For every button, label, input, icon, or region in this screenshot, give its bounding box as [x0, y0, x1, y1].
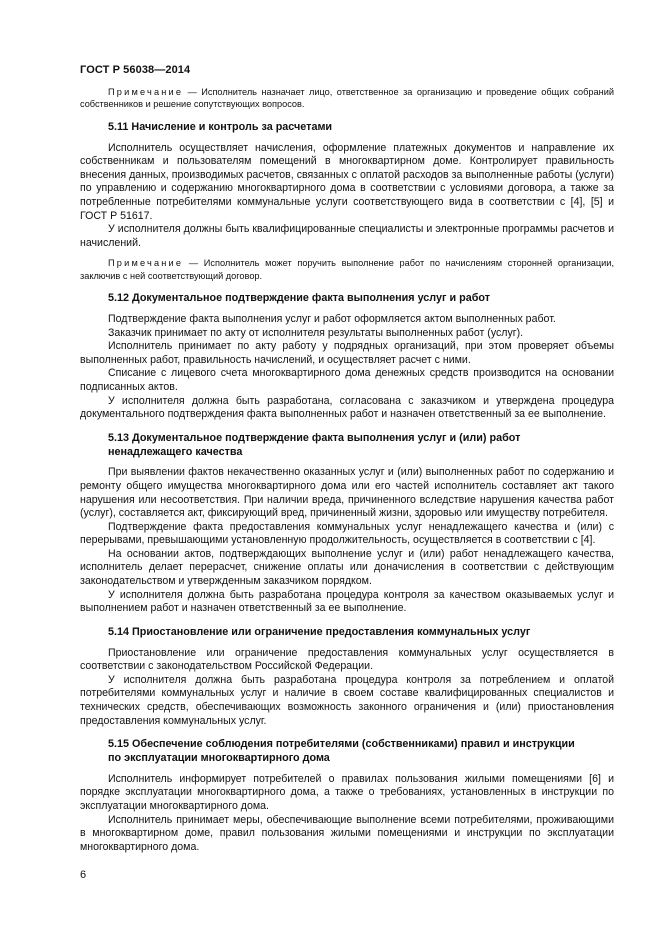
page-number: 6 — [80, 869, 87, 881]
note-label: Примечание — [108, 87, 184, 97]
section-title: Документальное подтверждение факта выполнения услуг и работ — [132, 292, 491, 305]
paragraph: Исполнитель принимает по акту работу у подрядных организаций, при этом проверяет объемы выполненных работ, правильность начислений, и осуществляет расчет с ними. — [80, 340, 614, 366]
section-title: Приостановление или ограничение предоставления коммунальных услуг — [132, 625, 531, 638]
note-text: — Исполнитель назначает лицо, ответственное за организацию и проведение общих собраний собственников и решение сопутствующих вопросов. — [80, 87, 614, 110]
paragraph: Исполнитель принимает меры, обеспечивающие выполнение всеми потребителями, проживающими в многоквартирном доме, правил пользования жилыми помещениями и инструкции по эксплуатации многоквартирного дома. — [80, 813, 614, 853]
standard-header: ГОСТ Р 56038—2014 — [80, 64, 191, 76]
note-text: — Исполнитель может поручить выполнение работ по начислениям сторонней организации, заключив с ней соответствующий договор. — [80, 258, 614, 281]
paragraph: У исполнителя должна быть разработана процедура контроля за потреблением и оплатой потребителями коммунальных услуг и наличие в своем составе квалифицированных специалистов и технических средств, обеспечивающих возможность законного ограничения и (или) приостановления предоставления коммунальных услуг. — [80, 673, 614, 727]
section-number: 5.13 — [108, 431, 130, 444]
paragraph: Исполнитель информирует потребителей о правилах пользования жилыми помещениями [6] и порядке эксплуатации многоквартирного дома, а также о требованиях, установленных в инструкции по эксплуатации многоквартирного дома. — [80, 772, 614, 812]
section-heading-5-14 — [80, 626, 614, 640]
section-heading-5-13 — [80, 432, 614, 460]
section-heading-5-12 — [80, 292, 614, 306]
paragraph: При выявлении фактов некачественно оказанных услуг и (или) выполненных работ по содержанию и ремонту общего имущества многоквартирного дома или его частей исполнитель составляет акт такого нарушения или несоответствия. При наличии вреда, причиненного вследствие нарушения качества работ (услуг), составляется акт, фиксирующий вред, причиненный жизни, здоровью или имуществу потребителя. — [80, 466, 614, 520]
section-number: 5.11 — [108, 120, 129, 133]
paragraph: Исполнитель осуществляет начисления, оформление платежных документов и направление их собственникам и пользователям помещений в многоквартирном доме. Контролирует правильность внесения данных, производимых расчетов, связанных с оплатой расходов за выполненные работы (услуги) по управлению и содержанию многоквартирного дома в соответствии с условиями договора, а также за потребленные потребителями коммунальные услуги соответствующего вида в соответствии с [4], [5] и ГОСТ Р 51617. — [80, 141, 614, 222]
section-title: Документальное подтверждение факта выполнения услуг и (или) работ — [132, 431, 521, 444]
paragraph: Списание с лицевого счета многоквартирного дома денежных средств производится на основании подписанных актов. — [80, 367, 614, 393]
paragraph: У исполнителя должна быть разработана, согласована с заказчиком и утверждена процедура документального подтверждения факта выполненных работ и назначен ответственный за ее выполнение. — [80, 394, 614, 421]
note-label: Примечание — [108, 258, 184, 269]
note-third-party — [80, 257, 614, 282]
paragraph: Заказчик принимает по акту от исполнителя результаты выполненных работ (услуг). — [108, 326, 524, 339]
paragraph: Подтверждение факта выполнения услуг и работ оформляется актом выполненных работ. — [108, 312, 556, 325]
section-number: 5.15 — [108, 738, 130, 751]
section-heading-5-15 — [80, 738, 614, 766]
paragraph: У исполнителя должны быть квалифицированные специалисты и электронные программы расчетов и начислений. — [80, 223, 614, 249]
section-title-continued: по эксплуатации многоквартирного дома — [108, 752, 330, 764]
paragraph: Приостановление или ограничение предоставления коммунальных услуг осуществляется в соответствии с законодательством Российской Федерации. — [80, 646, 614, 673]
document-body — [80, 86, 614, 854]
section-title-continued: ненадлежащего качества — [108, 445, 243, 458]
paragraph: У исполнителя должна быть разработана процедура контроля за качеством оказываемых услуг и выполнением работ и назначен ответственный за ее выполнение. — [80, 588, 614, 615]
note-organizer — [80, 86, 614, 111]
section-title: Начисление и контроль за расчетами — [131, 120, 333, 133]
section-heading-5-11 — [80, 121, 614, 135]
paragraph: На основании актов, подтверждающих выполнение услуг и (или) работ ненадлежащего качества, исполнитель делает перерасчет, снижение оплаты или доначисления в соответствии с действующим законодательством и утвержденным заказчиком порядком. — [80, 547, 614, 588]
paragraph: Подтверждение факта предоставления коммунальных услуг ненадлежащего качества и (или) с перерывами, превышающими установленную продолжительность, осуществляется в соответствии с [4]. — [80, 520, 614, 547]
section-number: 5.14 — [108, 625, 130, 638]
section-title: Обеспечение соблюдения потребителями (собственниками) правил и инструкции — [132, 738, 575, 751]
section-number: 5.12 — [108, 292, 130, 305]
